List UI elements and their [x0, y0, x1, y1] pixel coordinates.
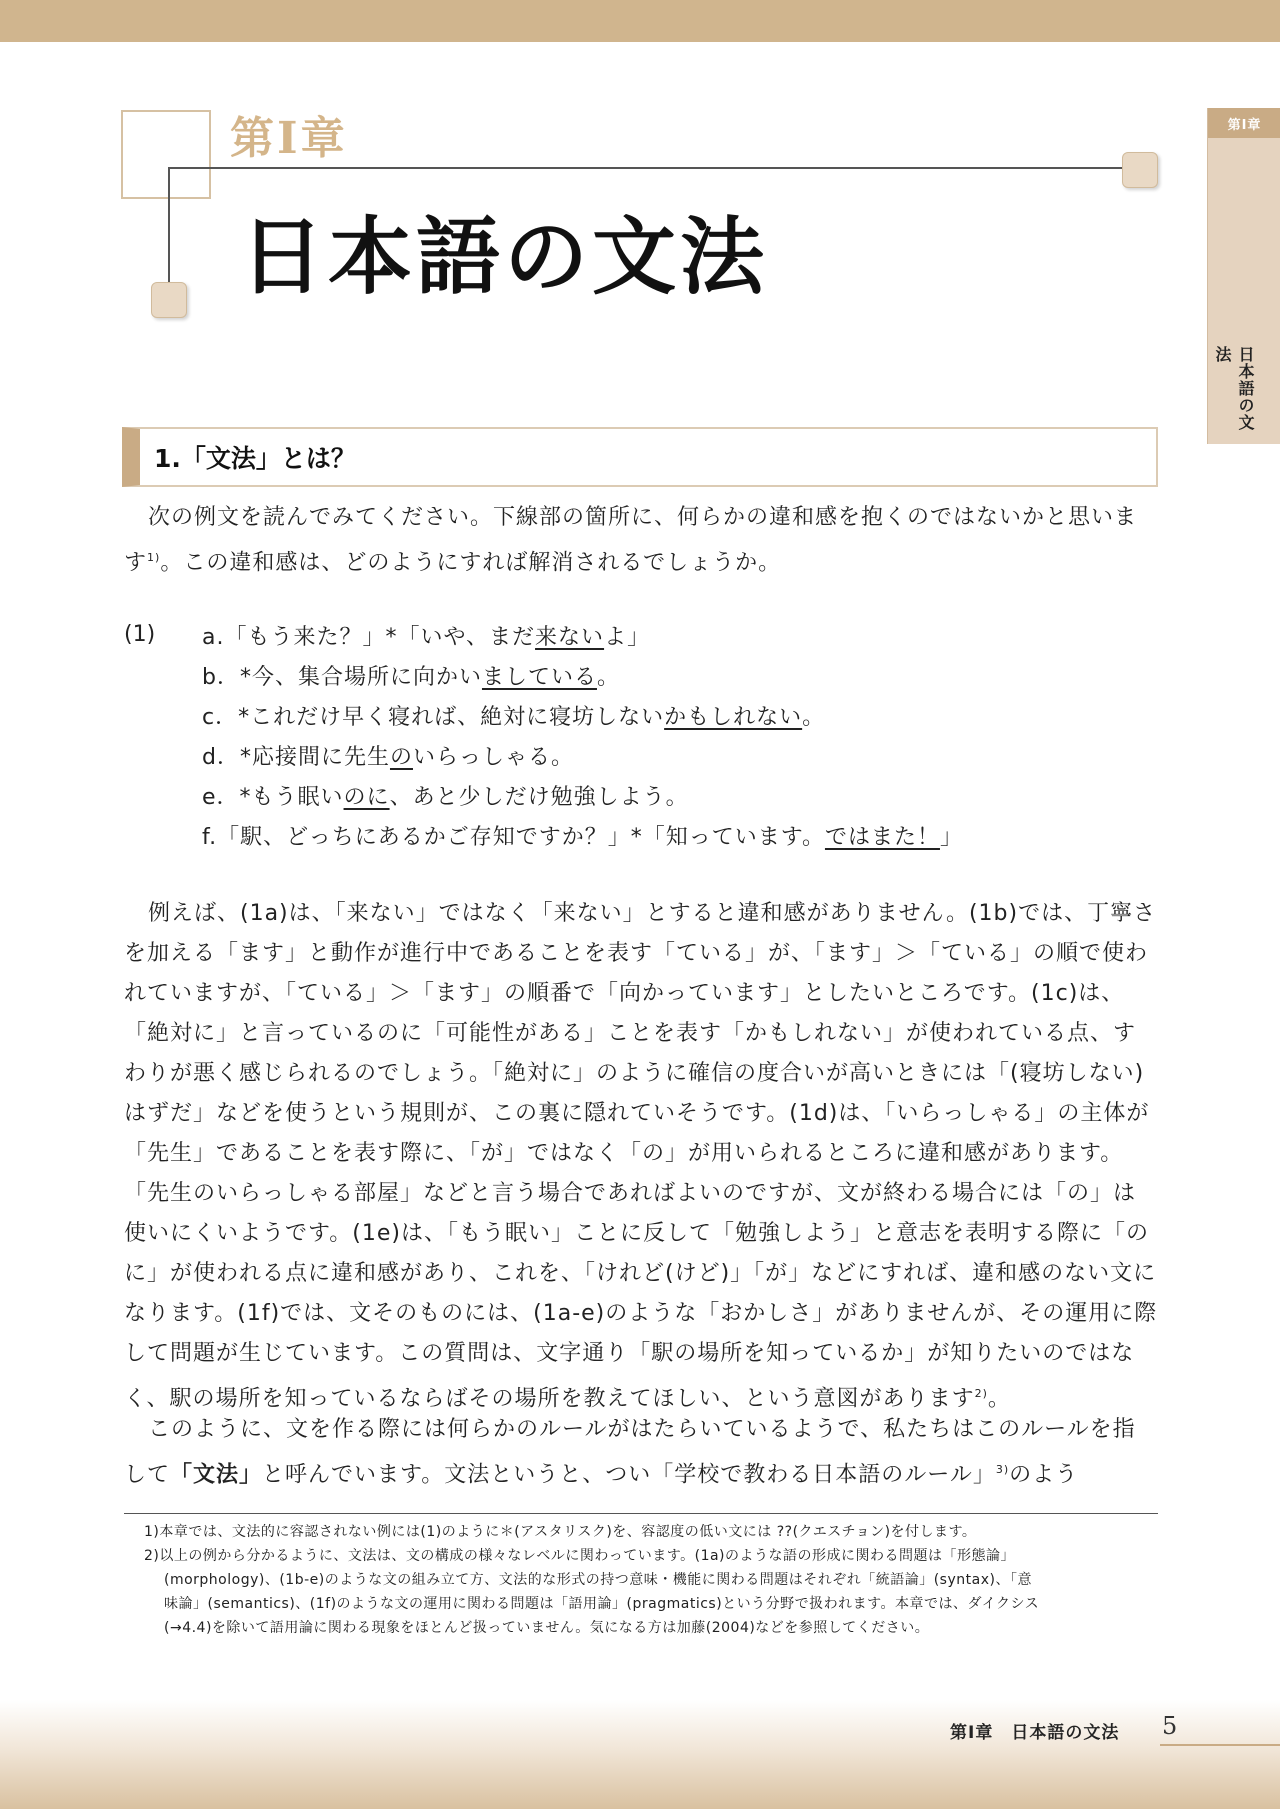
- example-a-text: a.「もう来た？」*「いや、まだ: [202, 625, 536, 650]
- body-paragraph-2: [124, 1410, 1158, 1495]
- example-f-text: f.「駅、どっちにあるかご存知ですか？」*「知っています。: [202, 825, 825, 850]
- body-paragraph-2-bold: 「文法」: [170, 1462, 263, 1488]
- intro-text-end: 。この違和感は、どのようにすれば解消されるでしょうか。: [160, 550, 782, 576]
- header-ornament-knob-right: [1122, 152, 1158, 188]
- body-paragraph-2-text-cont: と呼んでいます。文法というと、つい「学校で教わる日本語のルール」: [262, 1462, 996, 1488]
- example-e-text: e．*もう眠い: [202, 785, 344, 810]
- example-e-underlined: のに: [343, 785, 390, 810]
- example-f-underlined: ではまた！: [824, 825, 940, 850]
- header-ornament-square: [121, 110, 211, 199]
- example-f-tail: 」: [939, 825, 963, 850]
- footnote-ref-1[interactable]: 1): [147, 551, 161, 564]
- side-tab-chapter-title: 日本語の文法: [1213, 346, 1255, 431]
- example-d-tail: いらっしゃる。: [412, 745, 574, 770]
- body-paragraph-1-text: 例えば、(1a)は、「来ない」ではなく「来ない」とすると違和感がありません。(1b)では、丁寧さを加える「ます」と動作が進行中であることを表す「ている」が、「ます」＞「ている」の順で使われていますが、「ている」＞「ます」の順番で「向かっています」としたいところです。(1c)は、「絶対に」と言っているのに「可能性がある」ことを表す「かもしれない」が使われている点、すわりが悪く感じられるのでしょう。「絶対に」のように確信の度合いが高いときには「(寝坊しない)はずだ」などを使うという規則が、この裏に隠れていそうです。(1d)は、「いらっしゃる」の主体が「先生」であることを表す際に、「が」ではなく「の」が用いられるところに違和感があります。「先生のいらっしゃる部屋」などと言う場合であればよいのですが、文が終わる場合には「の」は使いにくいようです。(1e)は、「もう眠い」ことに反して「勉強しよう」と意志を表明する際に「のに」が使われる点に違和感があり、これを、「けれど(けど)」「が」などにすれば、違和感のない文になります。(1f)では、文そのものには、(1a-e)のような「おかしさ」がありませんが、その運用に際して問題が生じています。この質問は、文字通り「駅の場所を知っているか」が知りたいのではなく、駅の場所を知っているならばその場所を教えてほしい、という意図があります: [124, 901, 1158, 1412]
- side-tab-chapter-label: 第Ⅰ章: [1208, 108, 1280, 138]
- footnote-2-line-2: (morphology)、(1b-e)のような文の組み立て方、文法的な形式の持つ意味・機能に関わる問題はそれぞれ「統語論」(syntax)、「意: [164, 1572, 1032, 1588]
- header-ornament-knob-bottom: [151, 282, 187, 318]
- example-list: [202, 618, 1142, 858]
- footnotes: [144, 1520, 1158, 1640]
- bottom-band: [0, 1700, 1280, 1809]
- example-d-text: d．*応接間に先生: [202, 745, 390, 770]
- example-d: [202, 738, 1142, 778]
- example-c-text: c．*これだけ早く寝れば、絶対に寝坊しない: [202, 705, 665, 730]
- top-band: [0, 0, 1280, 42]
- intro-paragraph: [124, 498, 1158, 583]
- intro-text: 次の例文を読んでみてください。下線部の箇所に、何らかの違和感を抱くのではないかと思います: [124, 505, 1138, 576]
- chapter-title: 日本語の文法: [240, 207, 769, 306]
- example-d-underlined: の: [389, 745, 413, 770]
- example-b: [202, 658, 1142, 698]
- page-number: 5: [1162, 1712, 1178, 1740]
- example-a: [202, 618, 1142, 658]
- footnote-divider: [124, 1513, 1158, 1514]
- example-c-tail: 。: [802, 705, 826, 730]
- footer-accent-line: [1160, 1744, 1280, 1746]
- body-paragraph-2-end: のよう: [1009, 1462, 1079, 1488]
- footnote-2-line-4: (→4.4)を除いて語用論に関わる現象をほとんど扱っていません。気になる方は加藤(2004)などを参照してください。: [164, 1620, 930, 1636]
- header-ornament-horizontal-line: [168, 167, 1140, 169]
- example-c: [202, 698, 1142, 738]
- example-b-tail: 。: [596, 665, 620, 690]
- example-b-underlined: ましている: [481, 665, 597, 690]
- body-paragraph-1: [124, 894, 1158, 1419]
- chapter-side-tab[interactable]: [1207, 108, 1280, 444]
- section-heading: [122, 427, 1158, 487]
- footnote-ref-2[interactable]: 2): [974, 1387, 988, 1400]
- running-footer: 第Ⅰ章 日本語の文法: [950, 1723, 1120, 1743]
- footnote-2-line-1: 2)以上の例から分かるように、文法は、文の構成の様々なレベルに関わっています。(1a)のような語の形成に関わる問題は「形態論」: [144, 1548, 1016, 1564]
- footnote-ref-3[interactable]: 3): [995, 1463, 1010, 1476]
- example-e: [202, 778, 1142, 818]
- body-paragraph-2-text: このように、文を作る際には何らかのルールがはたらいているようで、私たちはこのルールを指して: [124, 1417, 1136, 1488]
- example-b-text: b．*今、集合場所に向かい: [202, 665, 482, 690]
- example-a-tail: よ」: [604, 625, 651, 650]
- body-paragraph-1-end: 。: [987, 1386, 1011, 1412]
- example-a-underlined: 来ない: [535, 625, 605, 650]
- example-e-tail: 、あと少しだけ勉強しよう。: [389, 785, 689, 810]
- chapter-label: 第Ⅰ章: [230, 113, 348, 164]
- footnote-1: 1)本章では、文法的に容認されない例には(1)のように＊(アスタリスク)を、容認度の低い文には ??(クエスチョン)を付します。: [144, 1524, 977, 1540]
- section-heading-text: 1.「文法」とは？: [154, 444, 356, 473]
- footnote-2-line-3: 味論」(semantics)、(1f)のような文の運用に関わる問題は「語用論」(pragmatics)という分野で扱われます。本章では、ダイクシス: [164, 1596, 1040, 1612]
- example-c-underlined: かもしれない: [664, 705, 803, 730]
- header-ornament-vertical-line: [168, 167, 170, 287]
- example-number: (1): [124, 622, 156, 647]
- example-f: [202, 818, 1142, 858]
